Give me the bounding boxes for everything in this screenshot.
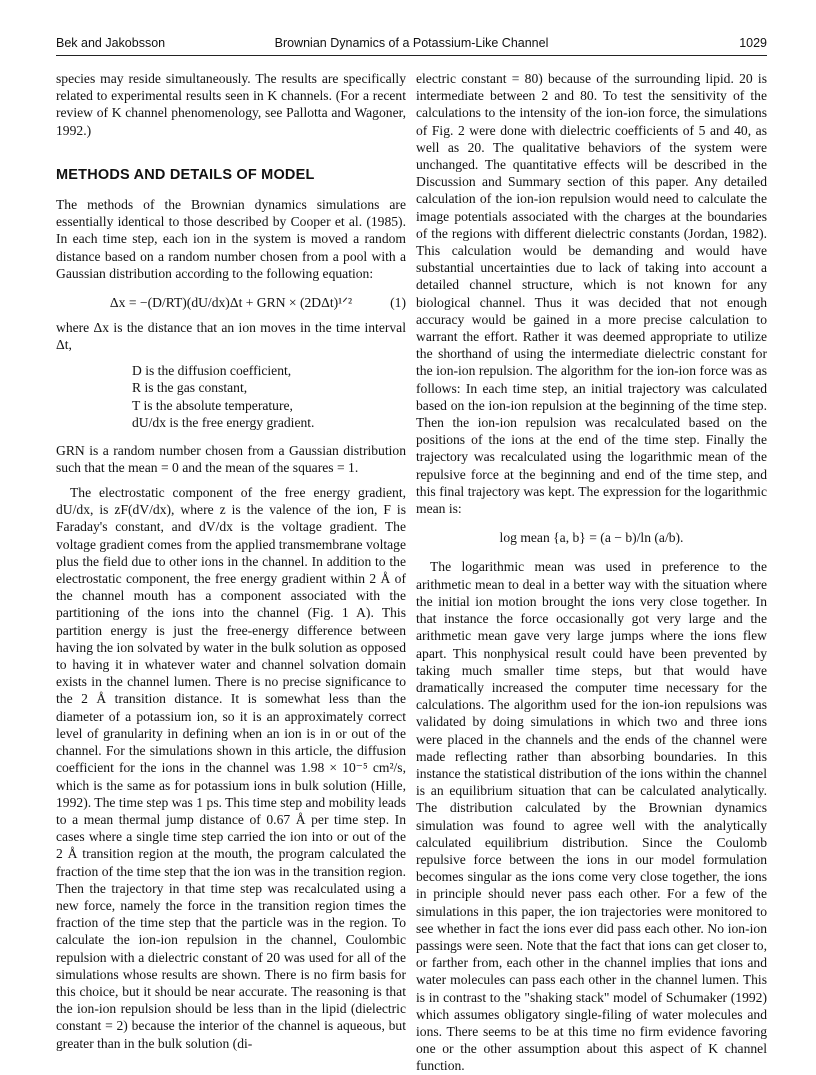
- right-column: [416, 70, 767, 1075]
- left-column: [56, 70, 406, 1052]
- where-paragraph: where Δx is the distance that an ion moves in the time interval Δt,: [56, 320, 406, 353]
- header-title: Brownian Dynamics of a Potassium-Like Channel: [274, 36, 549, 50]
- running-header: [56, 36, 767, 54]
- continued-paragraph: electric constant = 80) because of the surrounding lipid. 20 is intermediate between 2 and 80. To test the sensitivity of the calculations to the intensity of the ion-ion force, the simulations of Fig. 2 were done with dielectric coefficients of 5 and 40, as well as 20. The qualitative behaviors of the system were unchanged. The quantitative effects will be described in the Discussion and Summary section of this paper. Any detailed calculation of the ion-ion repulsion would need to calculate the image potentials associated with the charges at the boundaries of the regions with different dielectric constants (Jordan, 1982). This calculation would be demanding and would have substantial uncertainties due to lack of taking into account a detailed channel structure, which is not known for any biological channel. Thus it was decided that not enough accuracy would be gained in a more precise calculation to warrant the effort. Rather it was deemed appropriate to utilize the shorthand of using the intermediate dielectric constant for the ion-ion repulsion. The algorithm for the ion-ion force was as follows: In each time step, an initial trajectory was calculated based on the ion-ion repulsion at the beginning of the time step. Then the ion-ion repulsion was recalculated based on the positions of the ions at the end of the time step. Finally the trajectory was recalculated using the logarithmic mean of the repulsive force at the beginning and end of the time step, and this final trajectory was kept. The expression for the logarithmic mean is:: [416, 71, 767, 517]
- page-number: 1029: [739, 36, 767, 50]
- log-mean-paragraph: The logarithmic mean was used in preference to the arithmetic mean to deal in a better way with the situation where the initial ion motion brought the ions very close together. In that instance the force occasionally got very large and the arithmetic mean gave very large jumps where the ions flew apart. This nonphysical result could have been prevented by taking much smaller time steps, but that would have dramatically increased the computer time necessary for the calculations. The algorithm used for the ion-ion repulsions was validated by doing simulations in which two and three ions were placed in the channels and the ends of the channel were made reflecting rather than absorbing boundaries. In this instance the statistical distribution of the ions within the channel is an equilibrium situation that can be calculated analytically. The distribution calculated by the Brownian dynamics simulation was found to agree well with the analytically calculated equilibrium distribution. Since the Coulomb repulsive force between the ions in our model formulation becomes singular as the ions come very close together, the ions in principle should never pass each other. For a few of the simulations in this paper, the ion trajectories were monitored to see whether in fact the ions ever did pass each other. No ion-ion passings were seen. Note that the fact that ions can get closer to, or farther from, each other in the channel implies that ions and water molecules can pass each other in the channel lumen. This is in contrast to the "shaking stack" model of Schumaker (1992) which assumes obligatory single-filing of water molecules and ions. There seems to be at this time no firm evidence favoring one or the other assumption about this aspect of K channel function.: [416, 559, 767, 1074]
- definition-item: dU/dx is the free energy gradient.: [132, 415, 315, 431]
- intro-paragraph: species may reside simultaneously. The results are specifically related to experimental results seen in K channels. (For a recent review of K channel phenomenology, see Pallotta and Wagoner, 1992.): [56, 71, 406, 138]
- header-authors: Bek and Jakobsson: [56, 36, 166, 50]
- equation-1: [56, 294, 406, 311]
- electrostatic-paragraph: The electrostatic component of the free energy gradient, dU/dx, is zF(dV/dx), where z is the valence of the ion, F is Faraday's constant, and dV/dx is the voltage gradient. The voltage gradient comes from the applied transmembrane voltage plus the field due to other ions in the channel. In addition to the electrostatic component, the free energy gradient within 2 Å of the channel mouth has a component associated with the partitioning of the ions into the channel (Fig. 1 A). This partition energy is just the free-energy difference between having the ion solvated by water in the bulk solution as opposed to having it in whatever water and channel solvation domain exists in the channel lumen. There is no precise significance to the 2 Å transition distance. It is somewhat less than the diameter of a potassium ion, so it is an approximately correct level of granularity in defining when an ion is in or out of the channel. For the simulations shown in this article, the diffusion coefficient for the ions in the channel was 1.98 × 10⁻⁵ cm²/s, which is the same as for potassium ions in bulk solution (Hille, 1992). The time step was 1 ps. This time step and mobility leads to a mean thermal jump distance of 0.67 Å per time step. In cases where a single time step carried the ion into or out of the 2 Å transition region at the mouth, the program calculated the fraction of the time step that the ion was in the transition region. Then the trajectory in that time step was recalculated using a new force, namely the force in the transition region times the fraction of the time step that the particle was in the region. To calculate the ion-ion repulsion in the channel, Coulombic repulsion with a dielectric constant of 20 was used for all of the simulations whose results are shown. There is no firm basis for this choice, but it should be near accurate. The reasoning is that the ion-ion repulsion should be less than in the lipid (dielectric constant = 2) because the interior of the channel is aqueous, but greater than in the bulk solution (di-: [56, 485, 406, 1051]
- equation-log-mean: log mean {a, b} = (a − b)/ln (a/b).: [499, 530, 684, 546]
- methods-paragraph: The methods of the Brownian dynamics simulations are essentially identical to those described by Cooper et al. (1985). In each time step, each ion in the system is moved a random distance based on a random number chosen from a pool with a Gaussian distribution according to the following equation:: [56, 197, 406, 281]
- grn-paragraph: GRN is a random number chosen from a Gaussian distribution such that the mean = 0 and the mean of the squares = 1.: [56, 442, 406, 475]
- definition-list: [132, 362, 406, 432]
- definition-item: T is the absolute temperature,: [132, 397, 293, 413]
- header-rule: [56, 55, 767, 56]
- equation-1-body: Δx = −(D/RT)(dU/dx)Δt + GRN × (2DΔt)¹ᐟ²: [109, 295, 353, 311]
- equation-1-number: (1): [390, 295, 406, 311]
- definition-item: D is the diffusion coefficient,: [132, 362, 292, 378]
- section-heading: METHODS AND DETAILS OF MODEL: [56, 166, 315, 183]
- definition-item: R is the gas constant,: [132, 380, 248, 396]
